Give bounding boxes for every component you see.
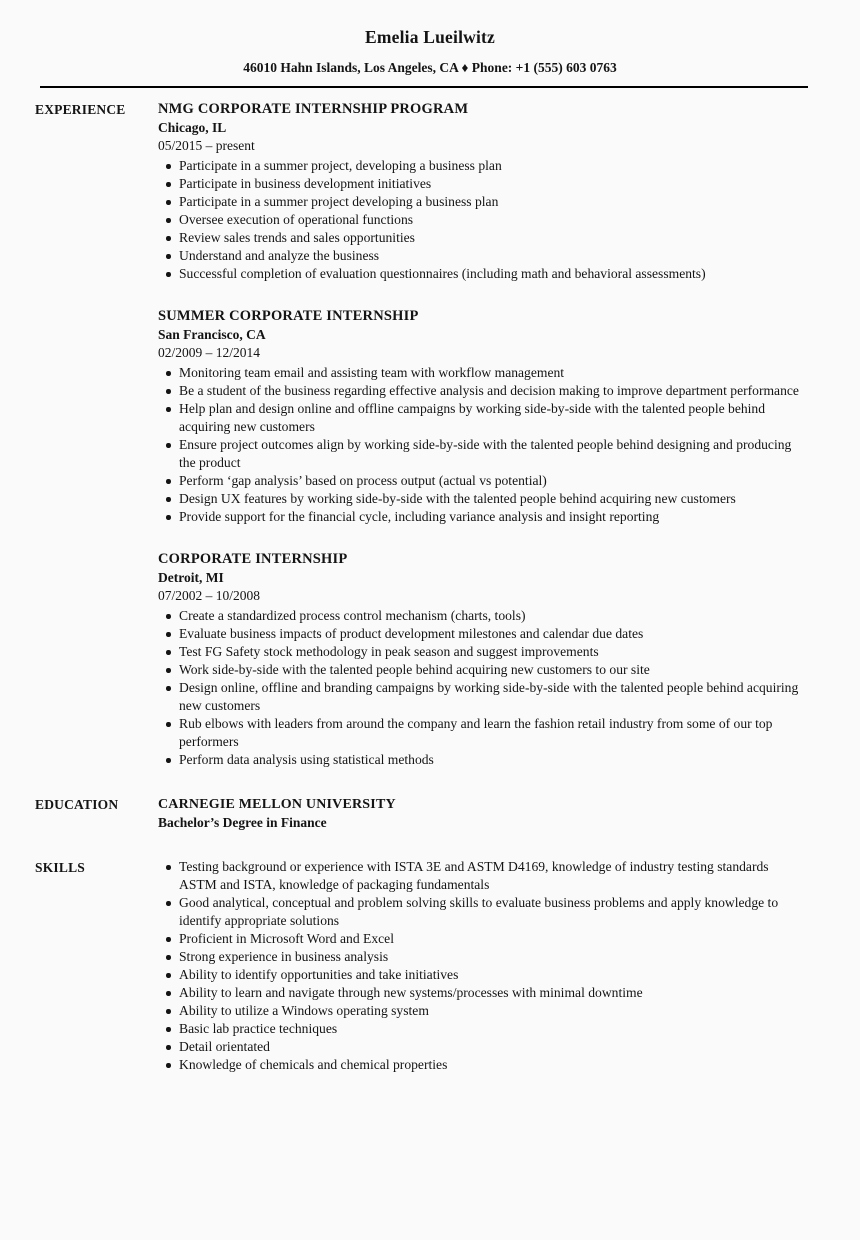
header-divider <box>40 86 808 88</box>
bullet-icon <box>166 955 171 960</box>
bullet-text: Successful completion of evaluation questionnaires (including math and behavioral assessments) <box>179 266 706 281</box>
job-dates: 07/2002 – 10/2008 <box>158 588 261 603</box>
bullet-text: Ability to learn and navigate through new systems/processes with minimal downtime <box>179 985 643 1000</box>
job-entry <box>158 550 803 769</box>
bullet-text: Good analytical, conceptual and problem solving skills to evaluate business problems and apply knowledge to identify appropriate solutions <box>179 895 779 928</box>
bullet-item <box>158 948 803 966</box>
bullet-icon <box>166 272 171 277</box>
bullet-icon <box>166 991 171 996</box>
job-bullet-list <box>158 607 803 769</box>
bullet-icon <box>166 389 171 394</box>
person-name: Emelia Lueilwitz <box>364 27 496 47</box>
bullet-icon <box>166 865 171 870</box>
bullet-item <box>158 607 803 625</box>
bullet-item <box>158 858 803 894</box>
job-title: NMG CORPORATE INTERNSHIP PROGRAM <box>158 101 469 117</box>
bullet-text: Monitoring team email and assisting team with workflow management <box>179 365 565 380</box>
bullet-text: Basic lab practice techniques <box>179 1021 338 1036</box>
experience-content <box>158 100 803 769</box>
bullet-item <box>158 625 803 643</box>
bullet-icon <box>166 686 171 691</box>
bullet-icon <box>166 1045 171 1050</box>
bullet-icon <box>166 254 171 259</box>
bullet-text: Ability to utilize a Windows operating system <box>179 1003 429 1018</box>
bullet-icon <box>166 758 171 763</box>
bullet-text: Evaluate business impacts of product development milestones and calendar due dates <box>179 626 644 641</box>
bullet-item <box>158 715 803 751</box>
bullet-item <box>158 643 803 661</box>
bullet-icon <box>166 200 171 205</box>
bullet-text: Strong experience in business analysis <box>179 949 389 964</box>
skills-bullet-list <box>158 858 803 1074</box>
job-location: San Francisco, CA <box>158 327 266 342</box>
bullet-icon <box>166 901 171 906</box>
bullet-item <box>158 175 803 193</box>
bullet-item <box>158 472 803 490</box>
education-school: CARNEGIE MELLON UNIVERSITY <box>158 797 396 812</box>
bullet-text: Perform ‘gap analysis’ based on process output (actual vs potential) <box>179 473 547 488</box>
bullet-text: Design UX features by working side-by-side with the talented people behind acquiring new customers <box>179 491 736 506</box>
section-label-experience: EXPERIENCE <box>35 102 126 117</box>
bullet-icon <box>166 668 171 673</box>
bullet-icon <box>166 632 171 637</box>
bullet-item <box>158 400 803 436</box>
bullet-item <box>158 364 803 382</box>
bullet-item <box>158 1038 803 1056</box>
bullet-text: Help plan and design online and offline campaigns by working side-by-side with the talented people behind acquiring new customers <box>179 401 766 434</box>
bullet-item <box>158 247 803 265</box>
bullet-text: Detail orientated <box>179 1039 270 1054</box>
bullet-text: Participate in business development initiatives <box>179 176 432 191</box>
bullet-icon <box>166 236 171 241</box>
bullet-icon <box>166 407 171 412</box>
bullet-text: Ability to identify opportunities and take initiatives <box>179 967 459 982</box>
bullet-text: Perform data analysis using statistical methods <box>179 752 434 767</box>
bullet-text: Testing background or experience with ISTA 3E and ASTM D4169, knowledge of industry testing standards ASTM and ISTA, knowledge of packaging fundamentals <box>179 859 769 892</box>
section-label-skills: SKILLS <box>35 860 85 875</box>
bullet-item <box>158 265 803 283</box>
contact-line: 46010 Hahn Islands, Los Angeles, CA ♦ Phone: +1 (555) 603 0763 <box>243 60 617 75</box>
bullet-item <box>158 894 803 930</box>
bullet-text: Provide support for the financial cycle, including variance analysis and insight reporting <box>179 509 660 524</box>
bullet-text: Participate in a summer project, developing a business plan <box>179 158 502 173</box>
bullet-icon <box>166 371 171 376</box>
experience-section <box>35 100 860 769</box>
bullet-icon <box>166 515 171 520</box>
bullet-text: Work side-by-side with the talented people behind acquiring new customers to our site <box>179 662 650 677</box>
bullet-item <box>158 508 803 526</box>
bullet-icon <box>166 164 171 169</box>
education-content <box>158 795 803 832</box>
bullet-icon <box>166 182 171 187</box>
bullet-item <box>158 984 803 1002</box>
job-dates: 05/2015 – present <box>158 138 255 153</box>
bullet-icon <box>166 722 171 727</box>
skills-content <box>158 858 803 1074</box>
bullet-item <box>158 1020 803 1038</box>
bullet-item <box>158 751 803 769</box>
section-label-education: EDUCATION <box>35 797 119 812</box>
skills-section <box>35 858 860 1074</box>
job-entry <box>158 307 803 526</box>
bullet-icon <box>166 973 171 978</box>
bullet-text: Be a student of the business regarding effective analysis and decision making to improve department performance <box>179 383 799 398</box>
job-dates: 02/2009 – 12/2014 <box>158 345 261 360</box>
bullet-icon <box>166 1009 171 1014</box>
bullet-icon <box>166 479 171 484</box>
job-bullet-list <box>158 364 803 526</box>
bullet-text: Understand and analyze the business <box>179 248 380 263</box>
bullet-icon <box>166 614 171 619</box>
bullet-text: Knowledge of chemicals and chemical properties <box>179 1057 448 1072</box>
bullet-text: Design online, offline and branding campaigns by working side-by-side with the talented people behind acquiring new customers <box>179 680 799 713</box>
bullet-item <box>158 1002 803 1020</box>
bullet-text: Ensure project outcomes align by working side-by-side with the talented people behind designing and producing the product <box>179 437 792 470</box>
bullet-text: Proficient in Microsoft Word and Excel <box>179 931 394 946</box>
job-location: Detroit, MI <box>158 570 224 585</box>
bullet-item <box>158 436 803 472</box>
bullet-icon <box>166 1027 171 1032</box>
bullet-item <box>158 382 803 400</box>
bullet-text: Rub elbows with leaders from around the company and learn the fashion retail industry from some of our top performers <box>179 716 773 749</box>
bullet-text: Participate in a summer project developing a business plan <box>179 194 499 209</box>
bullet-text: Create a standardized process control mechanism (charts, tools) <box>179 608 526 623</box>
bullet-item <box>158 229 803 247</box>
job-title: SUMMER CORPORATE INTERNSHIP <box>158 308 419 324</box>
bullet-item <box>158 157 803 175</box>
bullet-text: Test FG Safety stock methodology in peak season and suggest improvements <box>179 644 599 659</box>
job-location: Chicago, IL <box>158 120 227 135</box>
bullet-item <box>158 490 803 508</box>
bullet-text: Oversee execution of operational functions <box>179 212 414 227</box>
bullet-icon <box>166 218 171 223</box>
resume-body <box>0 100 860 1074</box>
job-title: CORPORATE INTERNSHIP <box>158 551 348 567</box>
education-degree: Bachelor’s Degree in Finance <box>158 815 327 830</box>
bullet-item <box>158 193 803 211</box>
resume-header <box>0 26 860 88</box>
bullet-item <box>158 930 803 948</box>
bullet-icon <box>166 1063 171 1068</box>
job-entry <box>158 100 803 283</box>
bullet-icon <box>166 497 171 502</box>
bullet-item <box>158 966 803 984</box>
education-section <box>35 795 860 832</box>
bullet-item <box>158 1056 803 1074</box>
bullet-icon <box>166 937 171 942</box>
bullet-item <box>158 679 803 715</box>
bullet-item <box>158 211 803 229</box>
bullet-icon <box>166 443 171 448</box>
bullet-text: Review sales trends and sales opportunities <box>179 230 415 245</box>
bullet-item <box>158 661 803 679</box>
bullet-icon <box>166 650 171 655</box>
job-bullet-list <box>158 157 803 283</box>
